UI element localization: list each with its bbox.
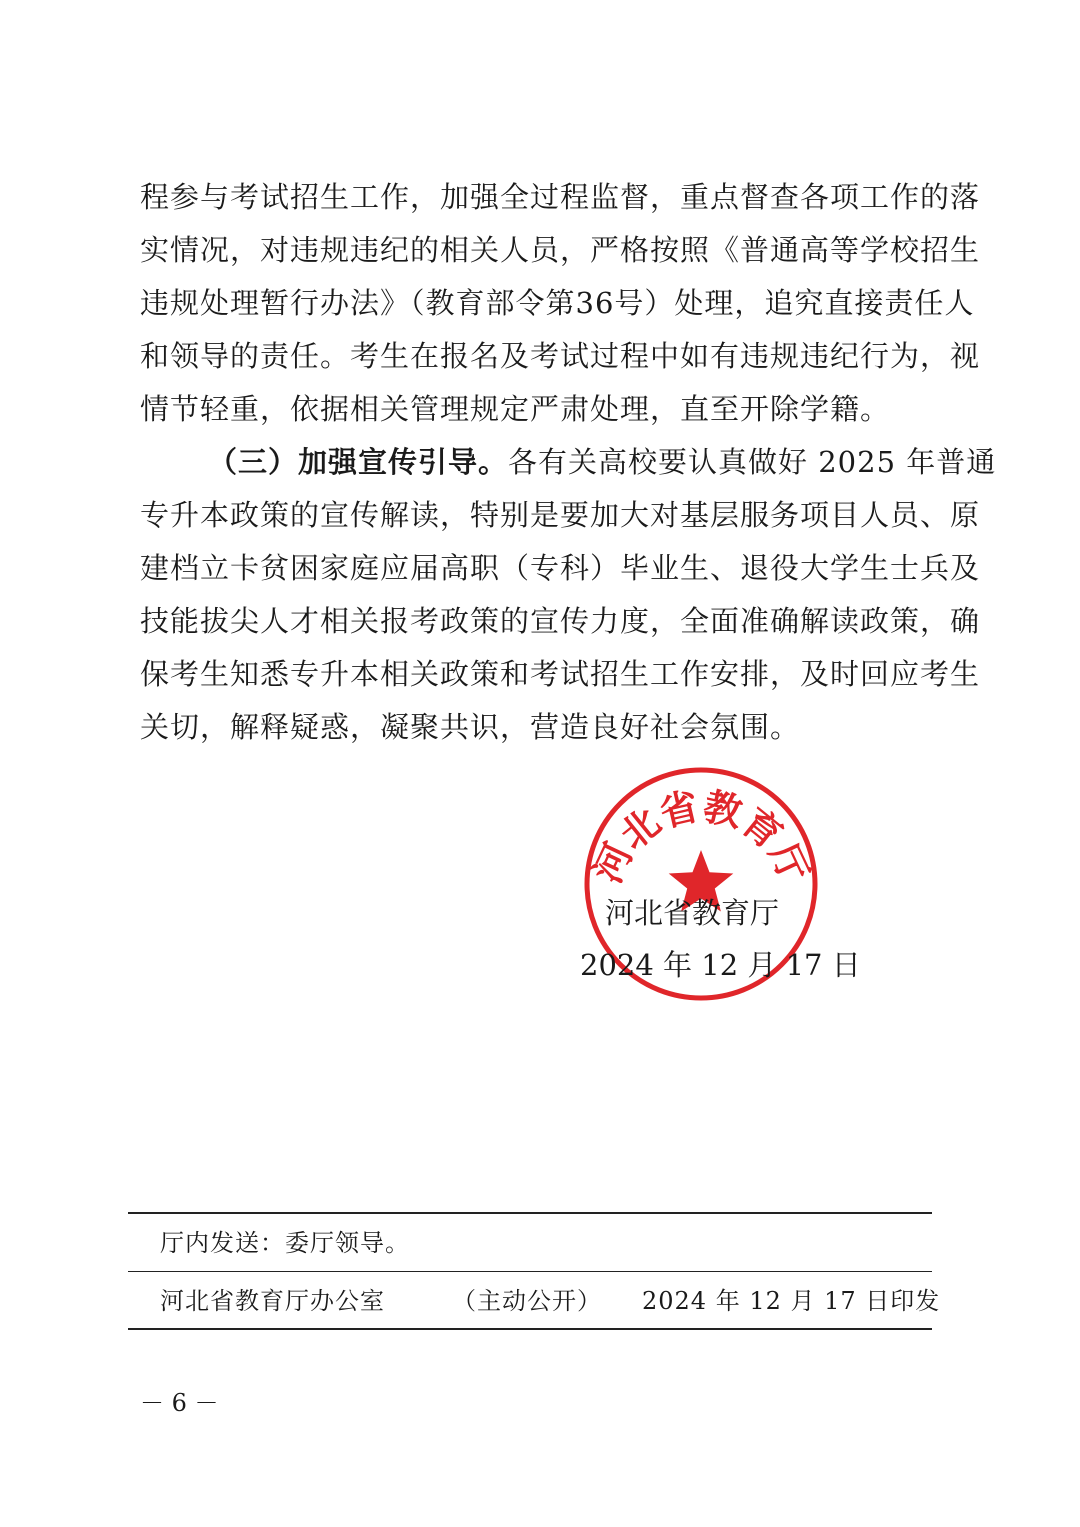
section-3-first-line-text: 各有关高校要认真做好 2025 年普通 (508, 445, 997, 479)
section-3-line-4: 技能拔尖人才相关报考政策的宣传力度，全面准确解读政策，确 (140, 604, 981, 638)
footer-top-rule (128, 1212, 932, 1214)
footer-bottom-rule (128, 1328, 932, 1330)
seal-text: 河北省教育厅 (584, 783, 818, 890)
distribution-note: 厅内发送：委厅领导。 (160, 1229, 410, 1257)
section-3-line-5: 保考生知悉专升本相关政策和考试招生工作安排，及时回应考生 (140, 657, 981, 691)
section-3-line-6: 关切，解释疑惑，凝聚共识，营造良好社会氛围。 (140, 710, 801, 744)
issuer-office: 河北省教育厅办公室 (160, 1287, 385, 1315)
print-date: 2024 年 12 月 17 日印发 (642, 1287, 941, 1315)
signature-date: 2024 年 12 月 17 日 (580, 948, 861, 982)
body-line-5: 情节轻重，依据相关管理规定严肃处理，直至开除学籍。 (140, 392, 891, 426)
page-number: － 6 － (140, 1389, 219, 1417)
section-3-heading: （三）加强宣传引导。 (208, 445, 509, 479)
section-3-line-3: 建档立卡贫困家庭应届高职（专科）毕业生、退役大学生士兵及 (140, 551, 981, 585)
disclosure-type: （主动公开） (452, 1287, 602, 1315)
body-line-3: 违规处理暂行办法》（教育部令第36号）处理，追究直接责任人 (140, 286, 975, 320)
footer-middle-rule (128, 1271, 932, 1272)
section-3-line-2: 专升本政策的宣传解读，特别是要加大对基层服务项目人员、原 (140, 498, 981, 532)
section-3-first-line (140, 436, 997, 488)
body-line-2: 实情况，对违规违纪的相关人员，严格按照《普通高等学校招生 (140, 233, 981, 267)
body-line-4: 和领导的责任。考生在报名及考试过程中如有违规违纪行为，视 (140, 339, 981, 373)
body-line-1: 程参与考试招生工作，加强全过程监督，重点督查各项工作的落 (140, 180, 981, 214)
signature-org: 河北省教育厅 (605, 896, 780, 930)
